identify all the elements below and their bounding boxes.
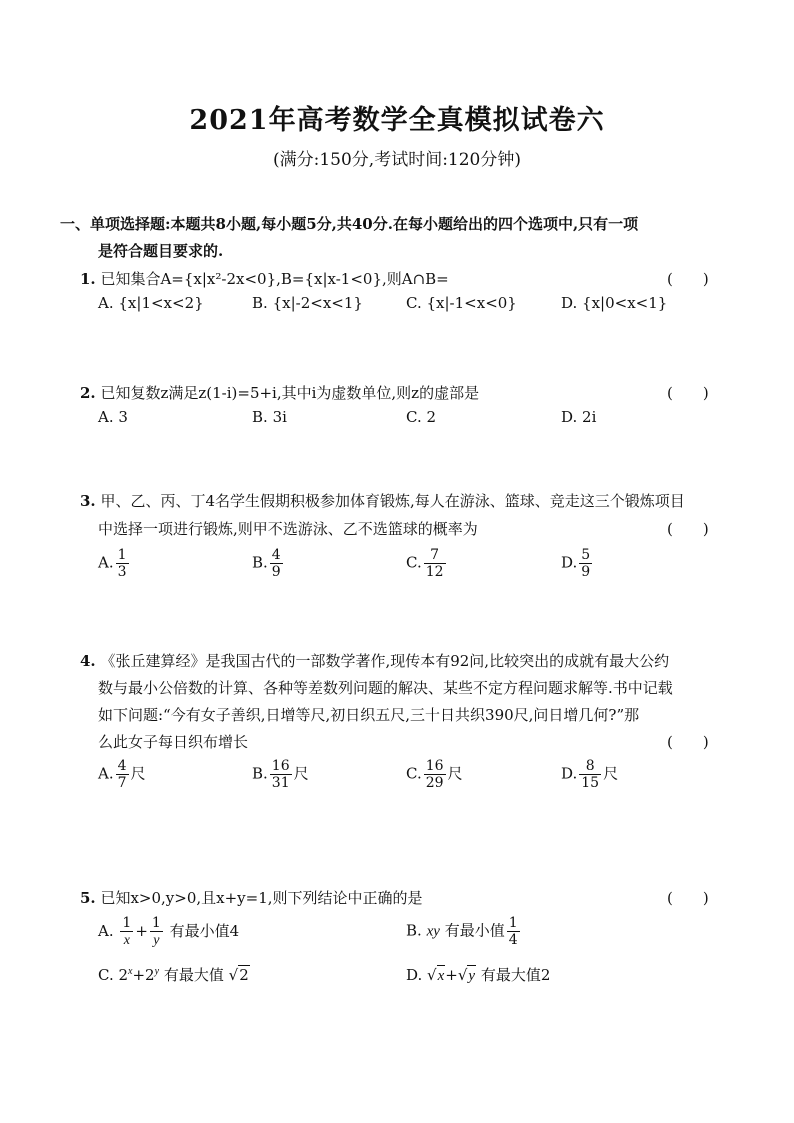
option-a[interactable] [98, 759, 146, 790]
option-label: D. [406, 966, 423, 984]
fraction [270, 548, 283, 579]
section-heading-cont: 是符合题目要求的. [98, 242, 224, 260]
option-c[interactable] [406, 548, 448, 579]
denominator: 12 [425, 564, 444, 580]
question-4 [80, 650, 669, 671]
numerator: 16 [425, 758, 444, 774]
option-a[interactable] [98, 548, 131, 579]
option-text: {x|-2<x<1} [272, 294, 363, 312]
question-stem-cont: 中选择一项进行锻炼,则甲不选游泳、乙不选篮球的概率为 [98, 520, 478, 538]
fraction-one-over-y: $\frac{1}{y}$ [151, 915, 161, 948]
option-c[interactable] [406, 408, 436, 426]
option-label: B. [252, 408, 268, 426]
option-text: 有最大值 [163, 966, 224, 984]
option-label: B. [252, 764, 268, 783]
option-a[interactable] [98, 408, 128, 426]
answer-paren: ( ) [667, 520, 709, 538]
numerator: 8 [579, 759, 601, 775]
fraction [579, 548, 592, 579]
option-d[interactable] [561, 294, 667, 312]
option-text: {x|-1<x<0} [426, 294, 517, 312]
question-stem-cont: 如下问题:“今有女子善织,日增等尺,初日织五尺,三十日共织390尺,问日增几何?”那 [98, 706, 640, 724]
option-a[interactable]: A. $\frac{1}{x}$ + $\frac{1}{y}$ 有最小值4 [98, 915, 240, 948]
sqrt-two: √2 [228, 966, 249, 984]
option-label: C. [406, 764, 422, 783]
option-c[interactable] [406, 294, 517, 312]
option-label: B. [252, 553, 268, 572]
option-a[interactable] [98, 294, 204, 312]
option-label: D. [561, 294, 578, 312]
fraction [424, 759, 446, 790]
numerator: 1 [117, 547, 127, 563]
fraction-one-quarter: $\frac{1}{4}$ [508, 915, 518, 948]
option-text: 有最小值 [444, 921, 505, 940]
page-subtitle: (满分:150分,考试时间:120分钟) [272, 150, 522, 170]
fraction-one-over-x: $\frac{1}{x}$ [122, 915, 132, 948]
page-title: 2021年高考数学全真模拟试卷六 [189, 105, 605, 136]
option-d[interactable] [561, 548, 594, 579]
question-stem: 已知x>0,y>0,且x+y=1,则下列结论中正确的是 [100, 889, 423, 907]
denominator: 31 [271, 775, 290, 791]
option-b[interactable] [252, 759, 309, 790]
option-b[interactable] [252, 548, 285, 579]
answer-paren: ( ) [667, 384, 709, 402]
option-label: A. [98, 294, 114, 312]
option-label: C. [406, 294, 422, 312]
option-d[interactable] [561, 759, 618, 790]
question-1 [80, 268, 449, 289]
denominator: 15 [581, 775, 600, 791]
sqrt-x: √x [427, 966, 445, 984]
option-text: {x|1<x<2} [118, 294, 204, 312]
option-text: 3i [272, 408, 287, 426]
denominator: 9 [271, 564, 281, 580]
option-text: 有最大值2 [480, 966, 551, 984]
question-number: 5. [80, 889, 96, 907]
option-label: A. [98, 764, 114, 783]
option-text: 2i [582, 408, 597, 426]
option-label: C. [406, 408, 422, 426]
option-c[interactable]: C. $2^x+2^y$ 有最大值 √2 [98, 966, 249, 984]
option-label: A. [98, 553, 114, 572]
option-d[interactable]: D. √x+√y 有最大值2 [406, 966, 551, 984]
denominator: 3 [117, 564, 127, 580]
numerator: 4 [271, 547, 281, 563]
option-text: 3 [118, 408, 128, 426]
denominator: 29 [425, 775, 444, 791]
question-number: 1. [80, 270, 96, 288]
fraction [116, 548, 129, 579]
option-b[interactable] [252, 408, 287, 426]
sqrt-y: √y [457, 966, 476, 984]
fraction [270, 759, 292, 790]
option-b[interactable]: B. xy 有最小值 $\frac{1}{4}$ [406, 915, 518, 948]
option-d[interactable] [561, 408, 596, 426]
numerator: 4 [117, 758, 127, 774]
option-b[interactable] [252, 294, 363, 312]
question-stem: 《张丘建算经》是我国古代的一部数学著作,现传本有92问,比较突出的成就有最大公约 [100, 652, 670, 670]
option-label: D. [561, 553, 578, 572]
question-number: 4. [80, 652, 96, 670]
option-label: B. [252, 294, 268, 312]
question-stem: 甲、乙、丙、丁4名学生假期积极参加体育锻炼,每人在游泳、篮球、竞走这三个锻炼项目 [100, 492, 685, 510]
numerator: 5 [581, 547, 591, 563]
option-label: A. [98, 922, 114, 940]
question-stem-cont: 数与最小公倍数的计算、各种等差数列问题的解决、某些不定方程问题求解等.书中记载 [98, 679, 673, 697]
section-heading: 一、单项选择题:本题共8小题,每小题5分,共40分.在每小题给出的四个选项中,只有一项 [60, 215, 639, 233]
question-number: 2. [80, 384, 96, 402]
option-label: B. [406, 921, 422, 940]
unit-label: 尺 [130, 764, 146, 783]
option-label: D. [561, 408, 578, 426]
numerator: 7 [424, 548, 446, 564]
question-stem-cont: 么此女子每日织布增长 [98, 733, 249, 751]
fraction [116, 759, 129, 790]
option-label: D. [561, 764, 578, 783]
option-text: {x|0<x<1} [582, 294, 668, 312]
question-stem: 已知复数z满足z(1-i)=5+i,其中i为虚数单位,则z的虚部是 [100, 384, 480, 402]
question-number: 3. [80, 492, 96, 510]
denominator: 9 [581, 564, 591, 580]
unit-label: 尺 [603, 764, 619, 783]
answer-paren: ( ) [667, 270, 709, 288]
denominator: 7 [117, 775, 127, 791]
option-c[interactable] [406, 759, 463, 790]
option-text: 有最小值4 [169, 922, 240, 940]
option-text: 2 [426, 408, 437, 426]
option-label: C. [98, 966, 114, 984]
question-2 [80, 382, 479, 403]
option-label: C. [406, 553, 422, 572]
answer-paren: ( ) [667, 733, 709, 751]
fraction [579, 759, 601, 790]
unit-label: 尺 [293, 764, 309, 783]
question-stem: 已知集合A={x|x²-2x<0},B={x|x-1<0},则A∩B= [100, 270, 449, 288]
question-3 [80, 490, 685, 511]
unit-label: 尺 [447, 764, 463, 783]
numerator: 16 [271, 758, 290, 774]
fraction [424, 548, 446, 579]
option-label: A. [98, 408, 114, 426]
answer-paren: ( ) [667, 889, 709, 907]
question-5 [80, 887, 423, 908]
